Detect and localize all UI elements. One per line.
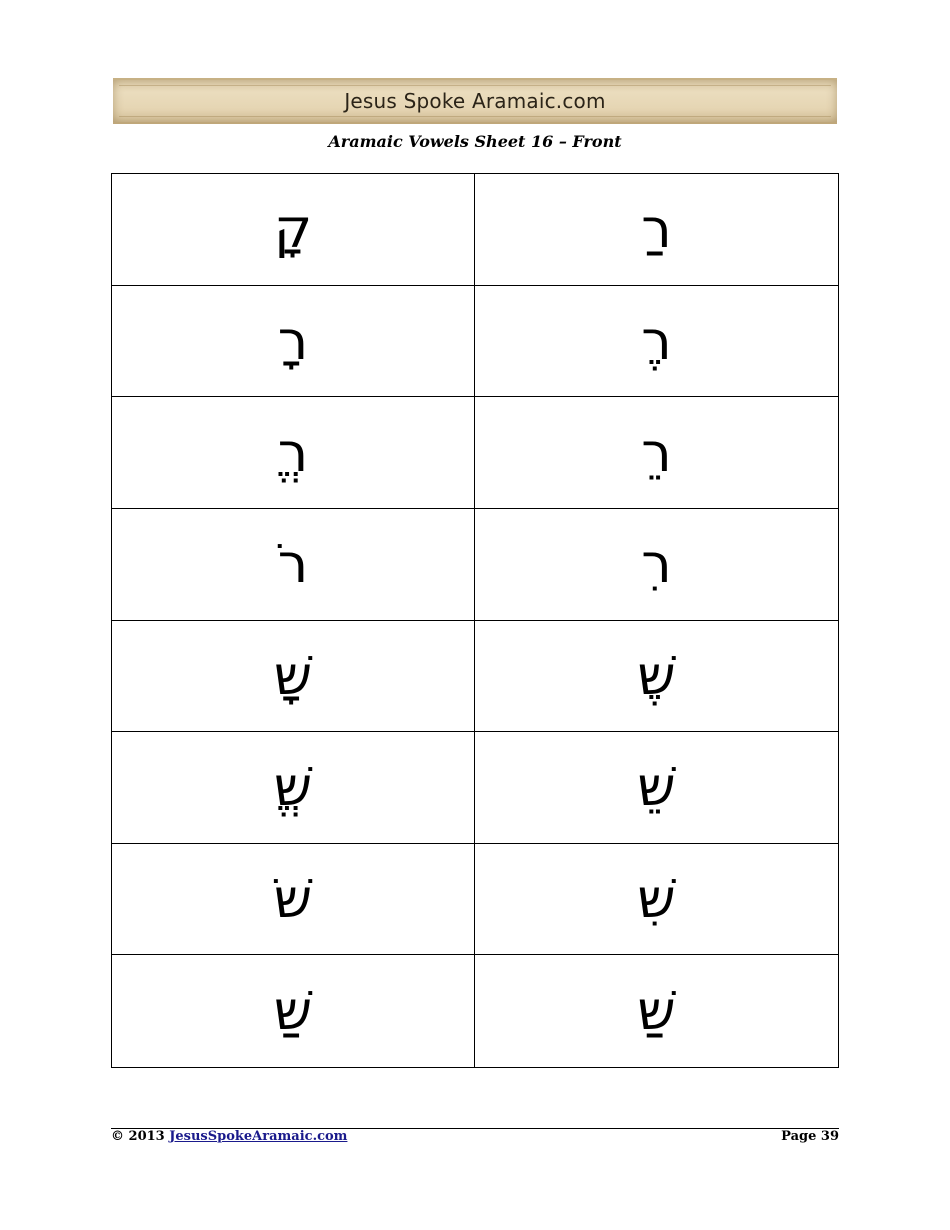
banner-title: Jesus Spoke Aramaic.com xyxy=(344,89,606,113)
footer-copyright xyxy=(111,1129,347,1144)
card-left: רֱ xyxy=(112,397,475,509)
card-left: שַׁ xyxy=(112,955,475,1067)
site-banner xyxy=(113,78,837,124)
card-left: שֹׁ xyxy=(112,844,475,956)
card-left: קָ xyxy=(112,174,475,286)
card-right: שַׁ xyxy=(637,979,676,1043)
flashcard-grid xyxy=(111,173,839,1068)
card-right: שֵׁ xyxy=(475,732,838,844)
card-left: רֹ xyxy=(112,509,475,621)
card-right: רַ xyxy=(475,174,838,286)
card-right: שִׁ xyxy=(475,844,838,956)
card-right: רֶ xyxy=(475,286,838,398)
card-left: שָׁ xyxy=(112,621,475,733)
card-left: רָ xyxy=(112,286,475,398)
site-link[interactable]: JesusSpokeAramaic.com xyxy=(169,1129,348,1144)
card-right: רֵ xyxy=(475,397,838,509)
page-number: Page 39 xyxy=(781,1129,839,1144)
card-right: רִ xyxy=(475,509,838,621)
sheet-title: Aramaic Vowels Sheet 16 – Front xyxy=(328,132,622,151)
copyright-text: © 2013 xyxy=(111,1129,170,1144)
card-left: שֱׁ xyxy=(112,732,475,844)
card-right: שֶׁ xyxy=(475,621,838,733)
